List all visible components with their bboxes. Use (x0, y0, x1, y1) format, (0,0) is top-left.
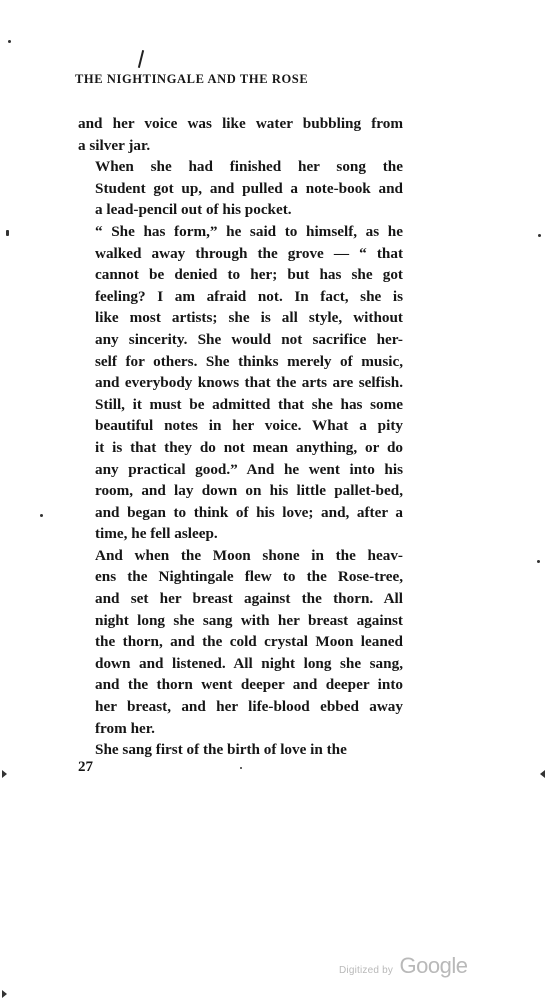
paragraph (78, 113, 403, 156)
watermark-prefix: Digitized by (339, 965, 394, 976)
text-line: and the thorn went deeper and deeper into (95, 676, 403, 694)
text-line: and set her breast against the thorn. All (95, 590, 403, 608)
text-line: her breast, and her life-blood ebbed away (95, 698, 403, 716)
text-line: a lead-pencil out of his pocket. (95, 201, 292, 219)
text-line: the thorn, and the cold crystal Moon leaned (95, 633, 403, 651)
paragraph (78, 545, 403, 739)
scan-speck (6, 230, 9, 236)
text-line: When she had finished her song the (95, 158, 403, 176)
text-line: like most artists; she is all style, without (95, 309, 403, 327)
text-line: ens the Nightingale flew to the Rose-tree, (95, 568, 403, 586)
text-line: it is that they do not mean anything, or do (95, 438, 403, 456)
text-line: down and listened. All night long she sang, (95, 654, 403, 672)
scan-speck (538, 234, 541, 237)
text-line: walked away through the grove — “ that (95, 244, 403, 262)
text-line: Still, it must be admitted that she has some (95, 395, 403, 413)
body-text (78, 113, 403, 761)
text-line: room, and lay down on his little pallet-bed, (95, 482, 403, 500)
text-line: night long she sang with her breast against (95, 611, 403, 629)
edge-arrow-mark (2, 770, 7, 778)
paragraph (78, 156, 403, 221)
text-line: a silver jar. (78, 136, 151, 154)
text-line: any sincerity. She would not sacrifice her- (95, 330, 403, 348)
scan-speck (537, 560, 540, 563)
text-line: She sang first of the birth of love in the (95, 741, 347, 759)
watermark-brand: Google (399, 953, 468, 978)
text-line: cannot be denied to her; but has she got (95, 266, 403, 284)
text-line: And when the Moon shone in the heav- (95, 546, 403, 564)
paragraph (78, 739, 403, 761)
text-line: Student got up, and pulled a note-book and (95, 179, 403, 197)
text-line: and everybody knows that the arts are selfish. (95, 374, 403, 392)
page-number: 27 (78, 759, 93, 775)
scan-speck (240, 767, 242, 769)
scan-speck (8, 40, 11, 43)
scan-speck (40, 514, 43, 517)
text-line: self for others. She thinks merely of music, (95, 352, 403, 370)
text-line: and her voice was like water bubbling from (78, 115, 403, 132)
text-line: feeling? I am afraid not. In fact, she is (95, 287, 403, 305)
text-line: from her. (95, 719, 155, 737)
digitized-by-google-watermark (339, 953, 468, 979)
edge-arrow-mark (2, 990, 7, 998)
text-line: time, he fell asleep. (95, 525, 218, 543)
text-line: “ She has form,” he said to himself, as he (95, 222, 403, 240)
text-line: beautiful notes in her voice. What a pity (95, 417, 403, 435)
text-line: and began to think of his love; and, after a (95, 503, 403, 521)
running-head: THE NIGHTINGALE AND THE ROSE (75, 72, 309, 86)
text-line: any practical good.” And he went into his (95, 460, 403, 478)
pencil-mark (138, 50, 144, 68)
edge-arrow-mark (540, 770, 545, 778)
paragraph (78, 221, 403, 545)
